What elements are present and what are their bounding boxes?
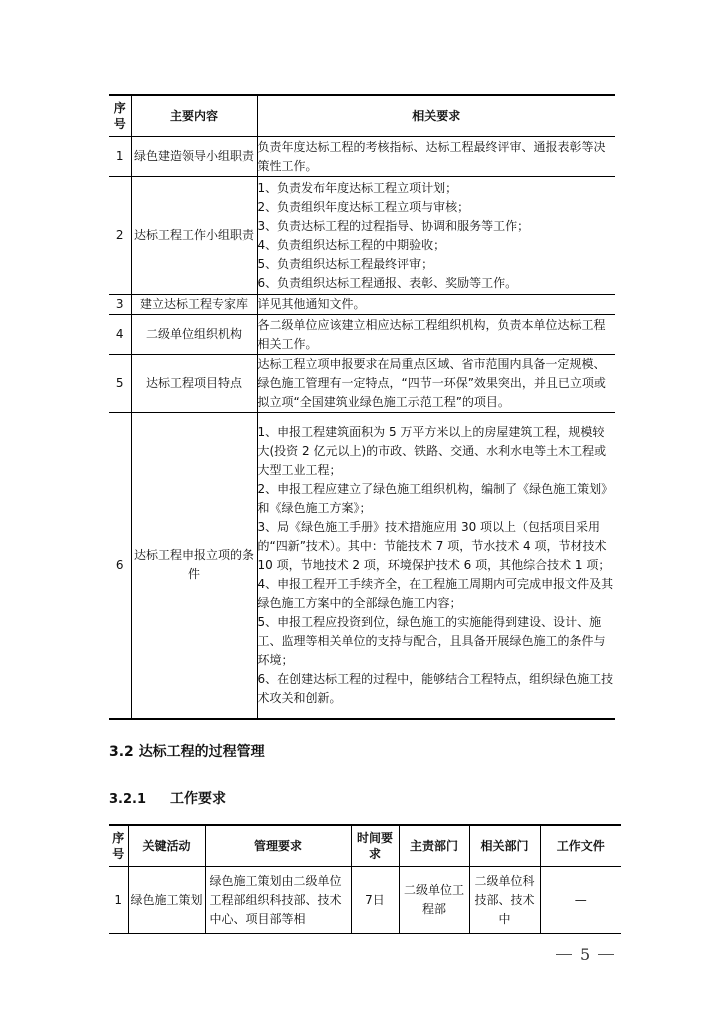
table-row: [109, 355, 615, 413]
requirement-line: 2、申报工程应建立了绿色施工组织机构，编制了《绿色施工策划》和《绿色施工方案》；: [257, 481, 614, 515]
row-management: 绿色施工策划由二级单位工程部组织科技部、技术中心、项目部等相: [205, 867, 351, 934]
table-row: [109, 867, 621, 934]
header-documents: 工作文件: [540, 825, 621, 867]
subsection-heading: [109, 788, 226, 808]
row-related-dept: 二级单位科技部、技术中: [469, 867, 540, 934]
row-content: 达标工程项目特点: [131, 355, 257, 413]
row-requirement: [257, 413, 615, 719]
row-requirement: [257, 177, 615, 295]
header-activity: 关键活动: [128, 825, 205, 867]
section-heading: [109, 741, 265, 761]
section-number: 3.2: [109, 744, 134, 760]
row-time: 7日: [351, 867, 399, 934]
requirement-line: 5、申报工程应投资到位，绿色施工的实施能得到建设、设计、施工、监理等相关单位的支持与配合，且具备开展绿色施工的条件与环境；: [257, 614, 606, 667]
row-requirement: [257, 137, 615, 177]
page-number-value: 5: [580, 945, 591, 964]
table-row: [109, 177, 615, 295]
row-number: 6: [109, 413, 131, 719]
requirement-line: 3、局《绿色施工手册》技术措施应用 30 项以上（包括项目采用的“四新”技术）。其中：节能技术 7 项，节水技术 4 项，节材技术 10 项，节地技术 2 项，环境保护技术 6 项，其他综合技术 1 项；: [257, 519, 611, 572]
table-header-row: [109, 825, 621, 867]
requirement-line: 6、负责组织达标工程通报、表彰、奖励等工作。: [257, 275, 518, 290]
requirement-line: 4、负责组织达标工程的中期验收；: [257, 237, 446, 252]
row-number: 3: [109, 295, 131, 315]
row-number: 1: [109, 137, 131, 177]
row-requirement: [257, 355, 615, 413]
requirement-line: 达标工程立项申报要求在局重点区域、省市范围内具备一定规模、绿色施工管理有一定特点，“四节一环保”效果突出，并且已立项或拟立项“全国建筑业绿色施工示范工程”的项目。: [257, 357, 606, 409]
requirement-line: 1、负责发布年度达标工程立项计划；: [257, 180, 458, 195]
requirement-line: 负责年度达标工程的考核指标、达标工程最终评审、通报表彰等决策性工作。: [257, 139, 606, 173]
header-requirement: 相关要求: [257, 95, 615, 137]
header-seq: 序号: [109, 95, 131, 137]
row-content: 达标工程申报立项的条件: [131, 413, 257, 719]
table-header-row: [109, 95, 615, 137]
row-requirement: [257, 295, 615, 315]
requirement-line: 6、在创建达标工程的过程中，能够结合工程特点，组织绿色施工技术攻关和创新。: [257, 671, 614, 705]
table-row: [109, 295, 615, 315]
header-seq: 序号: [109, 825, 128, 867]
header-management: 管理要求: [205, 825, 351, 867]
row-number: 2: [109, 177, 131, 295]
row-activity: 绿色施工策划: [128, 867, 205, 934]
row-requirement: [257, 315, 615, 355]
responsibility-table: [109, 94, 615, 720]
requirement-line: 3、负责达标工程的过程指导、协调和服务等工作；: [257, 218, 530, 233]
row-content: 绿色建造领导小组职责: [131, 137, 257, 177]
subsection-title: 工作要求: [170, 791, 226, 807]
row-lead-dept: 二级单位工程部: [399, 867, 469, 934]
header-related-dept: 相关部门: [469, 825, 540, 867]
dash-left: [556, 954, 572, 955]
row-content: 建立达标工程专家库: [131, 295, 257, 315]
subsection-number: 3.2.1: [109, 792, 147, 807]
requirement-line: 详见其他通知文件。: [257, 297, 366, 311]
header-content: 主要内容: [131, 95, 257, 137]
row-documents: —: [540, 867, 621, 934]
table-row: [109, 413, 615, 719]
section-title: 达标工程的过程管理: [138, 744, 265, 760]
table-row: [109, 315, 615, 355]
row-content: 二级单位组织机构: [131, 315, 257, 355]
dash-right: [598, 954, 614, 955]
row-content: 达标工程工作小组职责: [131, 177, 257, 295]
table-row: [109, 137, 615, 177]
row-number: 4: [109, 315, 131, 355]
work-requirements-table: [109, 824, 621, 934]
header-time: 时间要求: [351, 825, 399, 867]
requirement-line: 2、负责组织年度达标工程立项与审核；: [257, 199, 470, 214]
requirement-line: 5、负责组织达标工程最终评审；: [257, 256, 434, 271]
requirement-line: 4、申报工程开工手续齐全，在工程施工周期内可完成申报文件及其绿色施工方案中的全部绿色施工内容；: [257, 576, 614, 610]
page-number: [556, 945, 614, 964]
header-lead-dept: 主责部门: [399, 825, 469, 867]
requirement-line: 1、申报工程建筑面积为 5 万平方米以上的房屋建筑工程，规模较大(投资 2 亿元以上)的市政、铁路、交通、水利水电等土木工程或大型工业工程；: [257, 424, 607, 477]
row-number: 5: [109, 355, 131, 413]
requirement-line: 各二级单位应该建立相应达标工程组织机构，负责本单位达标工程相关工作。: [257, 317, 606, 351]
row-number: 1: [109, 867, 128, 934]
